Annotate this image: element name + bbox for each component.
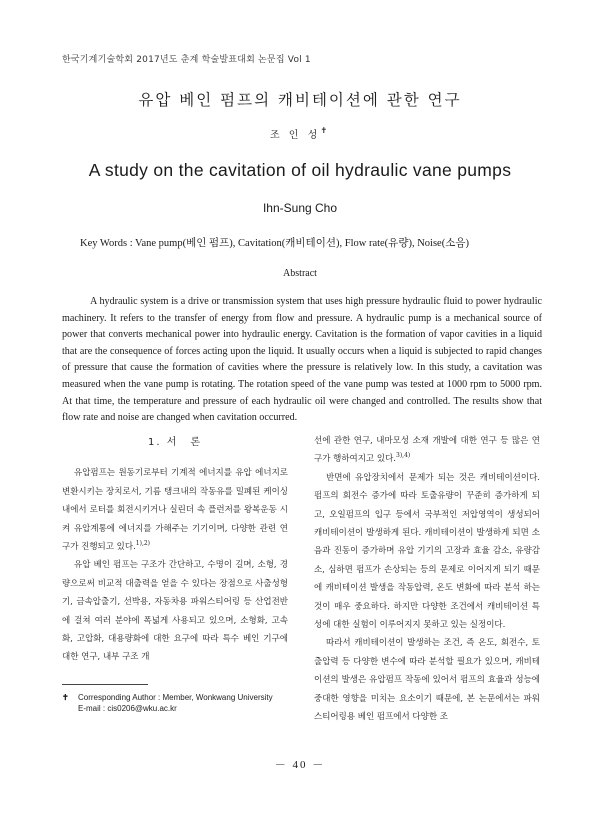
keywords-line: Key Words : Vane pump(베인 펌프), Cavitation(캐비테이션), Flow rate(유량), Noise(소음) (80, 238, 469, 249)
citation-ref: 1),2) (135, 540, 151, 548)
body-paragraph (314, 432, 540, 469)
section-heading-introduction: 1. 서 론 (147, 437, 203, 448)
footnote-mark: ✝ (62, 693, 69, 702)
author-korean (0, 126, 600, 141)
author-english: Ihn-Sung Cho (262, 201, 338, 215)
body-paragraph: 반면에 유압장치에서 문제가 되는 것은 캐비테이션이다. 펌프의 회전수 증가에 따라 토출유량이 꾸준히 증가하게 되고, 오일펌프의 입구 등에서 국부적인 저압영역이 생성되어 캐비테이션이 발생하게 된다. 캐비테이션이 발생하게 되면 소음과 진동이 증가하며 유압 기기의 고장과 효율 감소, 유량감소, 심하면 펌프가 손상되는 등의 문제로 이어지게 되기 때문에 캐비테이션 발생을 작동압력, 온도 변화에 따라 분석 하는 것이 매우 중요하다. 하지만 다양한 조건에서 캐비테이션 특성에 대한 실험이 이루어지지 못하고 있는 실정이다. (314, 472, 540, 631)
paragraph-text: 유압펌프는 원동기로부터 기계적 에너지를 유압 에너지로 변환시키는 장치로서, 기름 탱크내의 작동유를 밀폐된 케이싱 내에서 로터를 회전시키거나 실린더 속 플런저를 왕복운동 시켜 유압계통에 에너지를 가해주는 기기이며, 다양한 관련 연구가 진행되고 있다. (62, 468, 288, 553)
corresponding-author-mark: ✝ (320, 126, 331, 135)
body-column-left (62, 434, 288, 667)
author-name-korean: 조 인 성 (269, 130, 321, 141)
page-number: － 40 － (274, 759, 326, 771)
citation-ref: 3),4) (396, 452, 411, 460)
body-paragraph: 유압 베인 펌프는 구조가 간단하고, 수명이 길며, 소형, 경량으로써 비교적 대출력을 얻을 수 있다는 장점으로 사출성형기, 금속압출기, 선박용, 자동차용 파워스티어링 등 산업전반에 걸쳐 여러 분야에 폭넓게 사용되고 있으며, 소형화, 고속화, 고압화, 대용량화에 대한 요구에 따라 특수 베인 기구에 대한 연구, 내부 구조 개 (62, 560, 288, 663)
paper-title-korean: 유압 베인 펌프의 캐비테이션에 관한 연구 (138, 91, 462, 109)
body-paragraph (62, 464, 288, 556)
abstract-paragraph: A hydraulic system is a drive or transmission system that uses high pressure hydraulic fluid to power hydraulic machinery. It refers to the transfer of energy from flow and pressure. A hydraulic pump is a mechanical source of power that converts mechanical power into hydraulic energy. Cavitation is the formation of vapor cavities in a liquid that are the consequence of forces acting upon the liquid. It usually occurs when a liquid is subjected to rapid changes of pressure that cause the formation of cavities where the pressure is relatively low. In this study, a cavitation was measured when the vane pump is rotating. The rotation speed of the vane pump was tested at 1000 rpm to 5000 rpm. At that time, the temperature and pressure of each hydraulic oil were changed and controlled. The results show that flow rate and noise are changed when cavitation occurred. (62, 296, 542, 424)
body-column-right (314, 432, 540, 727)
footnote-email: E-mail : cis0206@wku.ac.kr (78, 703, 177, 713)
footnote-author: Corresponding Author : Member, Wonkwang University (78, 693, 273, 702)
body-paragraph: 따라서 캐비테이션이 발생하는 조건, 즉 온도, 회전수, 토출압력 등 다양한 변수에 따라 분석할 필요가 있으며, 캐비테이션의 발생은 유압펌프 작동에 있어서 펌프의 효율과 성능에 중대한 영향을 미치는 요소이기 때문에, 본 논문에서는 파워스티어링용 베인 펌프에서 다양한 조 (314, 638, 540, 723)
footnote-divider (62, 684, 148, 685)
abstract-heading: Abstract (283, 268, 317, 279)
running-head: 한국기계기술학회 2017년도 춘계 학술발표대회 논문집 Vol 1 (62, 55, 311, 65)
abstract-body (62, 294, 542, 427)
paragraph-text: 선에 관한 연구, 내마모성 소재 개발에 대한 연구 등 많은 연구가 행하여지고 있다. (314, 436, 540, 465)
paper-title-english: A study on the cavitation of oil hydraulic vane pumps (88, 160, 512, 180)
footnote (62, 693, 292, 714)
